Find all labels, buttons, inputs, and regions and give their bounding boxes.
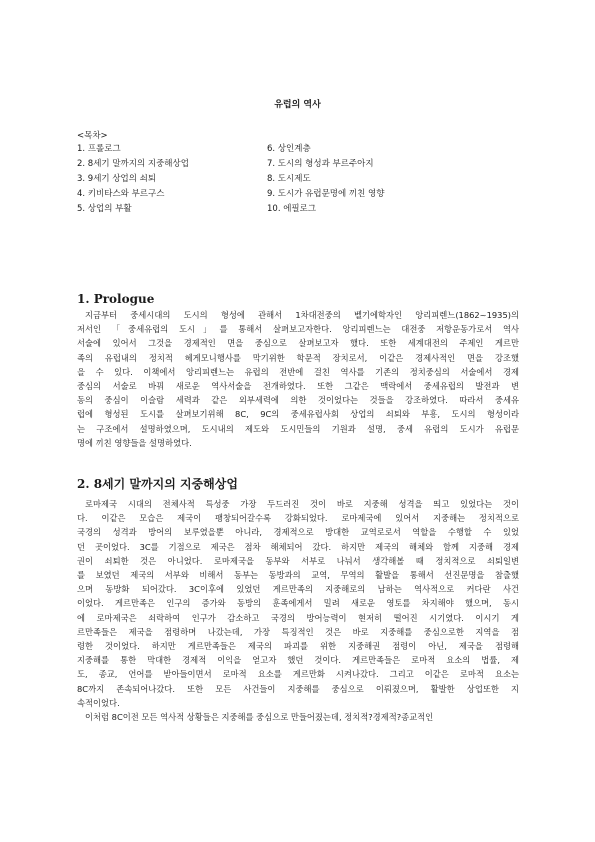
prologue-paragraph	[77, 308, 519, 450]
section-heading-mediterranean-trade: 2. 8세기 말까지의 지중해상업	[77, 477, 238, 491]
paragraph-line: 르만족들은 제국을 점령하며 나갔는데, 가장 특징적인 것은 바로 지중해를 중심으로한 지역을 점	[77, 626, 519, 637]
table-of-contents	[77, 143, 497, 223]
paragraph-line: 8C까지 존속되어나갔다. 또한 모든 사건들이 지중해를 중심으로 이뤄졌으며, 활발한 상업또한 지	[77, 683, 519, 694]
toc-item: 8. 도시제도	[267, 174, 311, 184]
toc-item: 7. 도시의 형성과 부르주아지	[267, 159, 374, 169]
paragraph-line: 저서인 「중세유럽의 도시」를 통해서 살펴보고자한다. 앙리피렌느는 대전중 저항운동가로서 역사	[77, 324, 519, 335]
toc-item: 5. 상업의 부활	[77, 204, 132, 214]
paragraph-line: 이었다. 게르만족은 인구의 증가와 동방의 훈족에게서 밀려 새로운 영토를 차지해야 했으며, 동시	[77, 598, 519, 609]
paragraph-line: 을 수 있다. 이책에서 앙리피렌느는 유럽의 전반에 걸친 역사를 기존의 정치중심의 서술에서 경제	[77, 366, 519, 377]
paragraph-line: 동의 중심이 이슬람 세력과 같은 외부세력에 의한 것이었다는 것들을 강조하였다. 따라서 중세유	[77, 395, 519, 406]
paragraph-line: 으며 동방화 되어갔다. 3C이후에 있었던 게르만족의 지중해로의 남하는 역사적으로 커다란 사건	[77, 584, 519, 595]
paragraph-line: 던 곳이었다. 3C를 기점으로 제국은 점차 해체되어 갔다. 하지만 제국의 해체와 함께 지중해 경제	[77, 541, 519, 552]
section-heading-prologue: 1. Prologue	[77, 292, 155, 306]
paragraph-line: 지금부터 중세시대의 도시의 형성에 관해서 1차대전중의 벨기에학자인 앙리피렌느(1862~1935)의	[85, 310, 519, 320]
paragraph-line: 는 구조에서 설명하였으며, 도시내의 제도와 도시민들의 기원과 설명, 중세 유럽의 도시가 유럽문	[77, 423, 519, 434]
toc-header: <목차>	[77, 131, 108, 141]
toc-item: 4. 키비타스와 부르구스	[77, 189, 165, 199]
paragraph-line: 에 로마제국은 쇠락하여 인구가 감소하고 국경의 방어능력이 현저히 떨어진 시기였다. 이시기 게	[77, 612, 519, 623]
toc-item: 6. 상인계층	[267, 144, 311, 154]
paragraph-line: 국경의 성격과 방어의 보루였을뿐 아니라, 경제적으로 방대한 교역로로서 역할을 수행할 수 있었	[77, 527, 519, 538]
toc-item: 2. 8세기 말까지의 지중해상업	[77, 159, 189, 169]
paragraph-line: 지중해를 통한 막대한 경제적 이익을 얻고자 했던 것이다. 게르만족들은 로마적 요소의 법률, 제	[77, 655, 519, 666]
paragraph-line: 럽에 형성된 도시를 살펴보기위해 8C, 9C의 중세유럽사회 상업의 쇠퇴와 부흥, 도시의 형성이라	[77, 409, 519, 420]
paragraph-line: 를 보였던 제국의 서부와 비해서 동부는 동방과의 교역, 무역의 활발을 통해서 선진문명을 참출했	[77, 570, 519, 581]
paragraph-line: 령한 것이었다. 하지만 게르만족들은 제국의 파괴를 위한 지중해권 점령이 아닌, 제국을 점령해	[77, 641, 519, 652]
paragraph-line: 족의 유럽내의 정치적 헤게모니행사를 막기위한 학문적 장치로서, 이같은 경제사적인 면을 강조했	[77, 352, 519, 363]
toc-item: 10. 에필로그	[267, 204, 317, 214]
toc-item: 1. 프롤로그	[77, 144, 121, 154]
paragraph-line: 다. 이같은 모습은 제국이 팽창되어갈수록 강화되었다. 로마제국에 있어서 지중해는 정치적으로	[77, 513, 519, 524]
toc-item: 9. 도시가 유럽문명에 끼친 영향	[267, 189, 385, 199]
mediterranean-trade-paragraph	[77, 497, 519, 724]
paragraph-line: 로마제국 시대의 전체사적 특성중 가장 두드러진 것이 바로 지중해 성격을 띄고 있었다는 것이	[85, 499, 519, 509]
paragraph-line: 명에 끼친 영향들을 설명하였다.	[77, 437, 192, 448]
paragraph-line: 중심의 서술로 바꿔 새로운 역사서술을 전개하였다. 또한 그같은 맥락에서 중세유럽의 발전과 변	[77, 381, 519, 392]
document-title: 유럽의 역사	[274, 100, 321, 110]
paragraph-line: 이처럼 8C이전 모든 역사적 상황들은 지중해를 중심으로 만들어졌는데, 정치적?경제적?종교적인	[85, 712, 434, 723]
paragraph-line: 권이 쇠퇴한 것은 아니었다. 로마제국을 동부와 서부로 나눠서 생각해볼 때 정치적으로 쇠퇴일변	[77, 555, 519, 566]
paragraph-line: 도, 종교, 언어를 받아들이면서 로마적 요소를 게르만화 시켜나갔다. 그리고 이같은 로마적 요소는	[77, 669, 519, 680]
paragraph-line: 서술에 있어서 그것을 경제적인 면을 중심으로 살펴보고자 했다. 또한 세계대전의 주제인 게르만	[77, 338, 519, 349]
paragraph-line: 속적이었다.	[77, 697, 120, 708]
toc-item: 3. 9세기 상업의 쇠퇴	[77, 174, 157, 184]
